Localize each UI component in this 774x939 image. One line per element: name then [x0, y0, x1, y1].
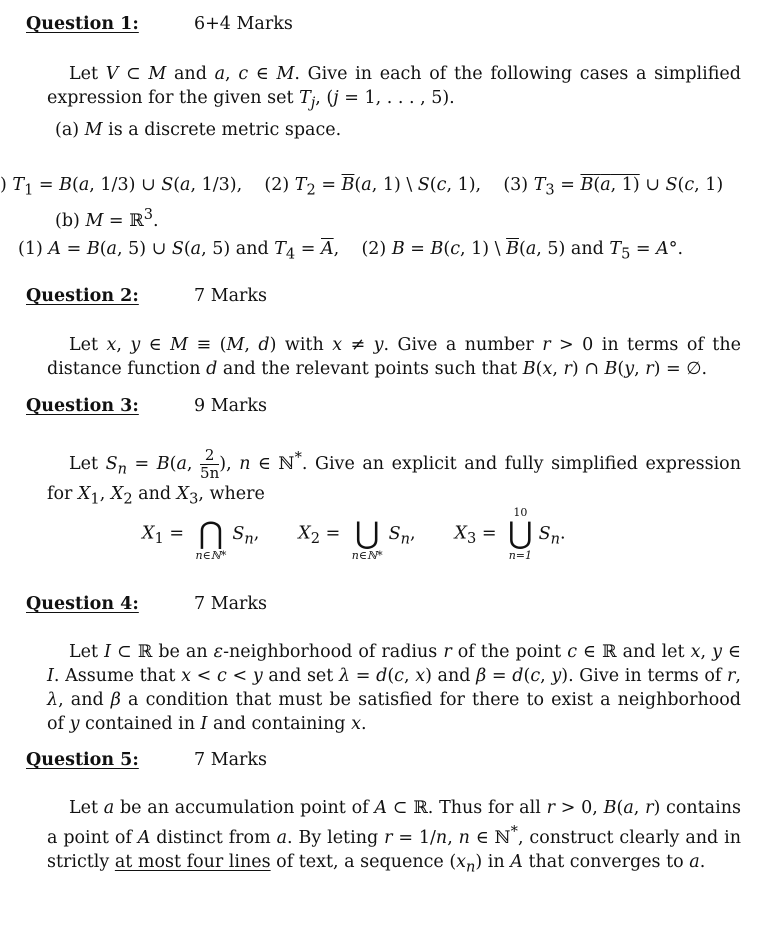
- finite-union-lower-limit: n=1: [508, 549, 532, 562]
- part-a-label: (a): [55, 120, 80, 140]
- case-1-label: (1): [18, 239, 43, 259]
- question-4-label: Question 4:: [26, 594, 139, 614]
- question-1-label: Question 1:: [26, 14, 139, 34]
- question-1-part-a-cases: ) $T_1 = B(a$, 1/3) ∪ S(a, 1/3), (2) $T_2 = \overline{B}(a$, 1) \ S(c, 1), (3) $T_3 = B(a$, 1) ∪ S(c, 1): [0, 175, 724, 199]
- case-2-label: (2): [264, 175, 290, 195]
- question-2-heading: [26, 286, 267, 306]
- intersection-index: n∈ℕ*: [195, 549, 227, 562]
- question-2-marks: 7 Marks: [194, 286, 267, 306]
- question-5-text: Let a be an accumulation point of A ⊂ ℝ. Thus for all r > 0, B(a, r) contains a point of A distinct from a. By leting r = 1/n, n ∈ ℕ*, construct clearly and in strictly at most four lines of text, a sequence $(x_n)$ in A that converges to a.: [47, 798, 741, 876]
- question-3-text: Let $S_n = B(a$, $\frac{2}{5n}$ ), n ∈ ℕ*. Give an explicit and fully simplified expression for $X_1$, $X_2$ and $X_3$, where: [47, 445, 741, 508]
- question-2-label: Question 2:: [26, 286, 139, 306]
- part-b-label: (b): [55, 210, 80, 231]
- question-1-part-a: (a) M is a discrete metric space.: [55, 120, 342, 140]
- union-operator: ⋃ n∈ℕ*: [351, 516, 383, 562]
- question-3-marks: 9 Marks: [194, 396, 267, 416]
- question-1-marks: 6+4 Marks: [194, 14, 293, 34]
- finite-union-operator: 10 ⋃ n=1: [508, 506, 533, 562]
- fraction-denominator: 5n: [200, 463, 220, 482]
- question-2-text: Let x, y ∈ M ≡ (M, d) with x ≠ y. Give a number r > 0 in terms of the distance function d and the relevant points such that B(x, r) ∩ B(y, r) = ∅.: [47, 335, 741, 379]
- fraction: [200, 447, 219, 482]
- fraction-numerator: 2: [204, 445, 215, 464]
- union-index: n∈ℕ*: [351, 549, 383, 562]
- case-3-label: (3): [503, 175, 529, 195]
- question-3-heading: [26, 396, 267, 416]
- finite-union-upper-limit: 10: [513, 506, 528, 519]
- question-4-text: Let I ⊂ ℝ be an ε-neighborhood of radius r of the point c ∈ ℝ and let x, y ∈ I. Assume that x < c < y and set λ = d(c, x) and β = d(c, y). Give in terms of r, λ, and β a condition that must be satisfied for there to exist a neighborhood of y contained in I and containing x.: [47, 642, 741, 734]
- question-4-marks: 7 Marks: [194, 594, 267, 614]
- question-1-heading: [26, 14, 293, 34]
- question-4-heading: [26, 594, 267, 614]
- question-1-text: Let V ⊂ M and a, c ∈ M. Give in each of the following cases a simplified expression for the given set $T_j$, (j = 1, . . . , 5).: [47, 64, 741, 112]
- question-5-heading: [26, 750, 267, 770]
- intersection-operator: ⋂ n∈ℕ*: [195, 516, 227, 562]
- question-3-label: Question 3:: [26, 396, 139, 416]
- question-1-part-b: (b) M = ℝ$^3$.: [55, 206, 159, 231]
- question-5-label: Question 5:: [26, 750, 139, 770]
- question-3-display-equation: $X_1$ = ⋂ n∈ℕ* $S_n$, $X_2$ = ⋃ n∈ℕ* $S_n$, $X_3$ = 10 ⋃ n=1 $S_n$.: [142, 506, 566, 562]
- question-5-marks: 7 Marks: [194, 750, 267, 770]
- underlined-phrase: at most four lines: [114, 851, 271, 872]
- question-1-part-b-cases: (1) A = B(a, 5) ∪ S(a, 5) and $T_4 = \overline{A}$, (2) B = B(c, 1) \ $\overline{B}(a$, 5) and $T_5 = A^\circ$.: [18, 239, 684, 263]
